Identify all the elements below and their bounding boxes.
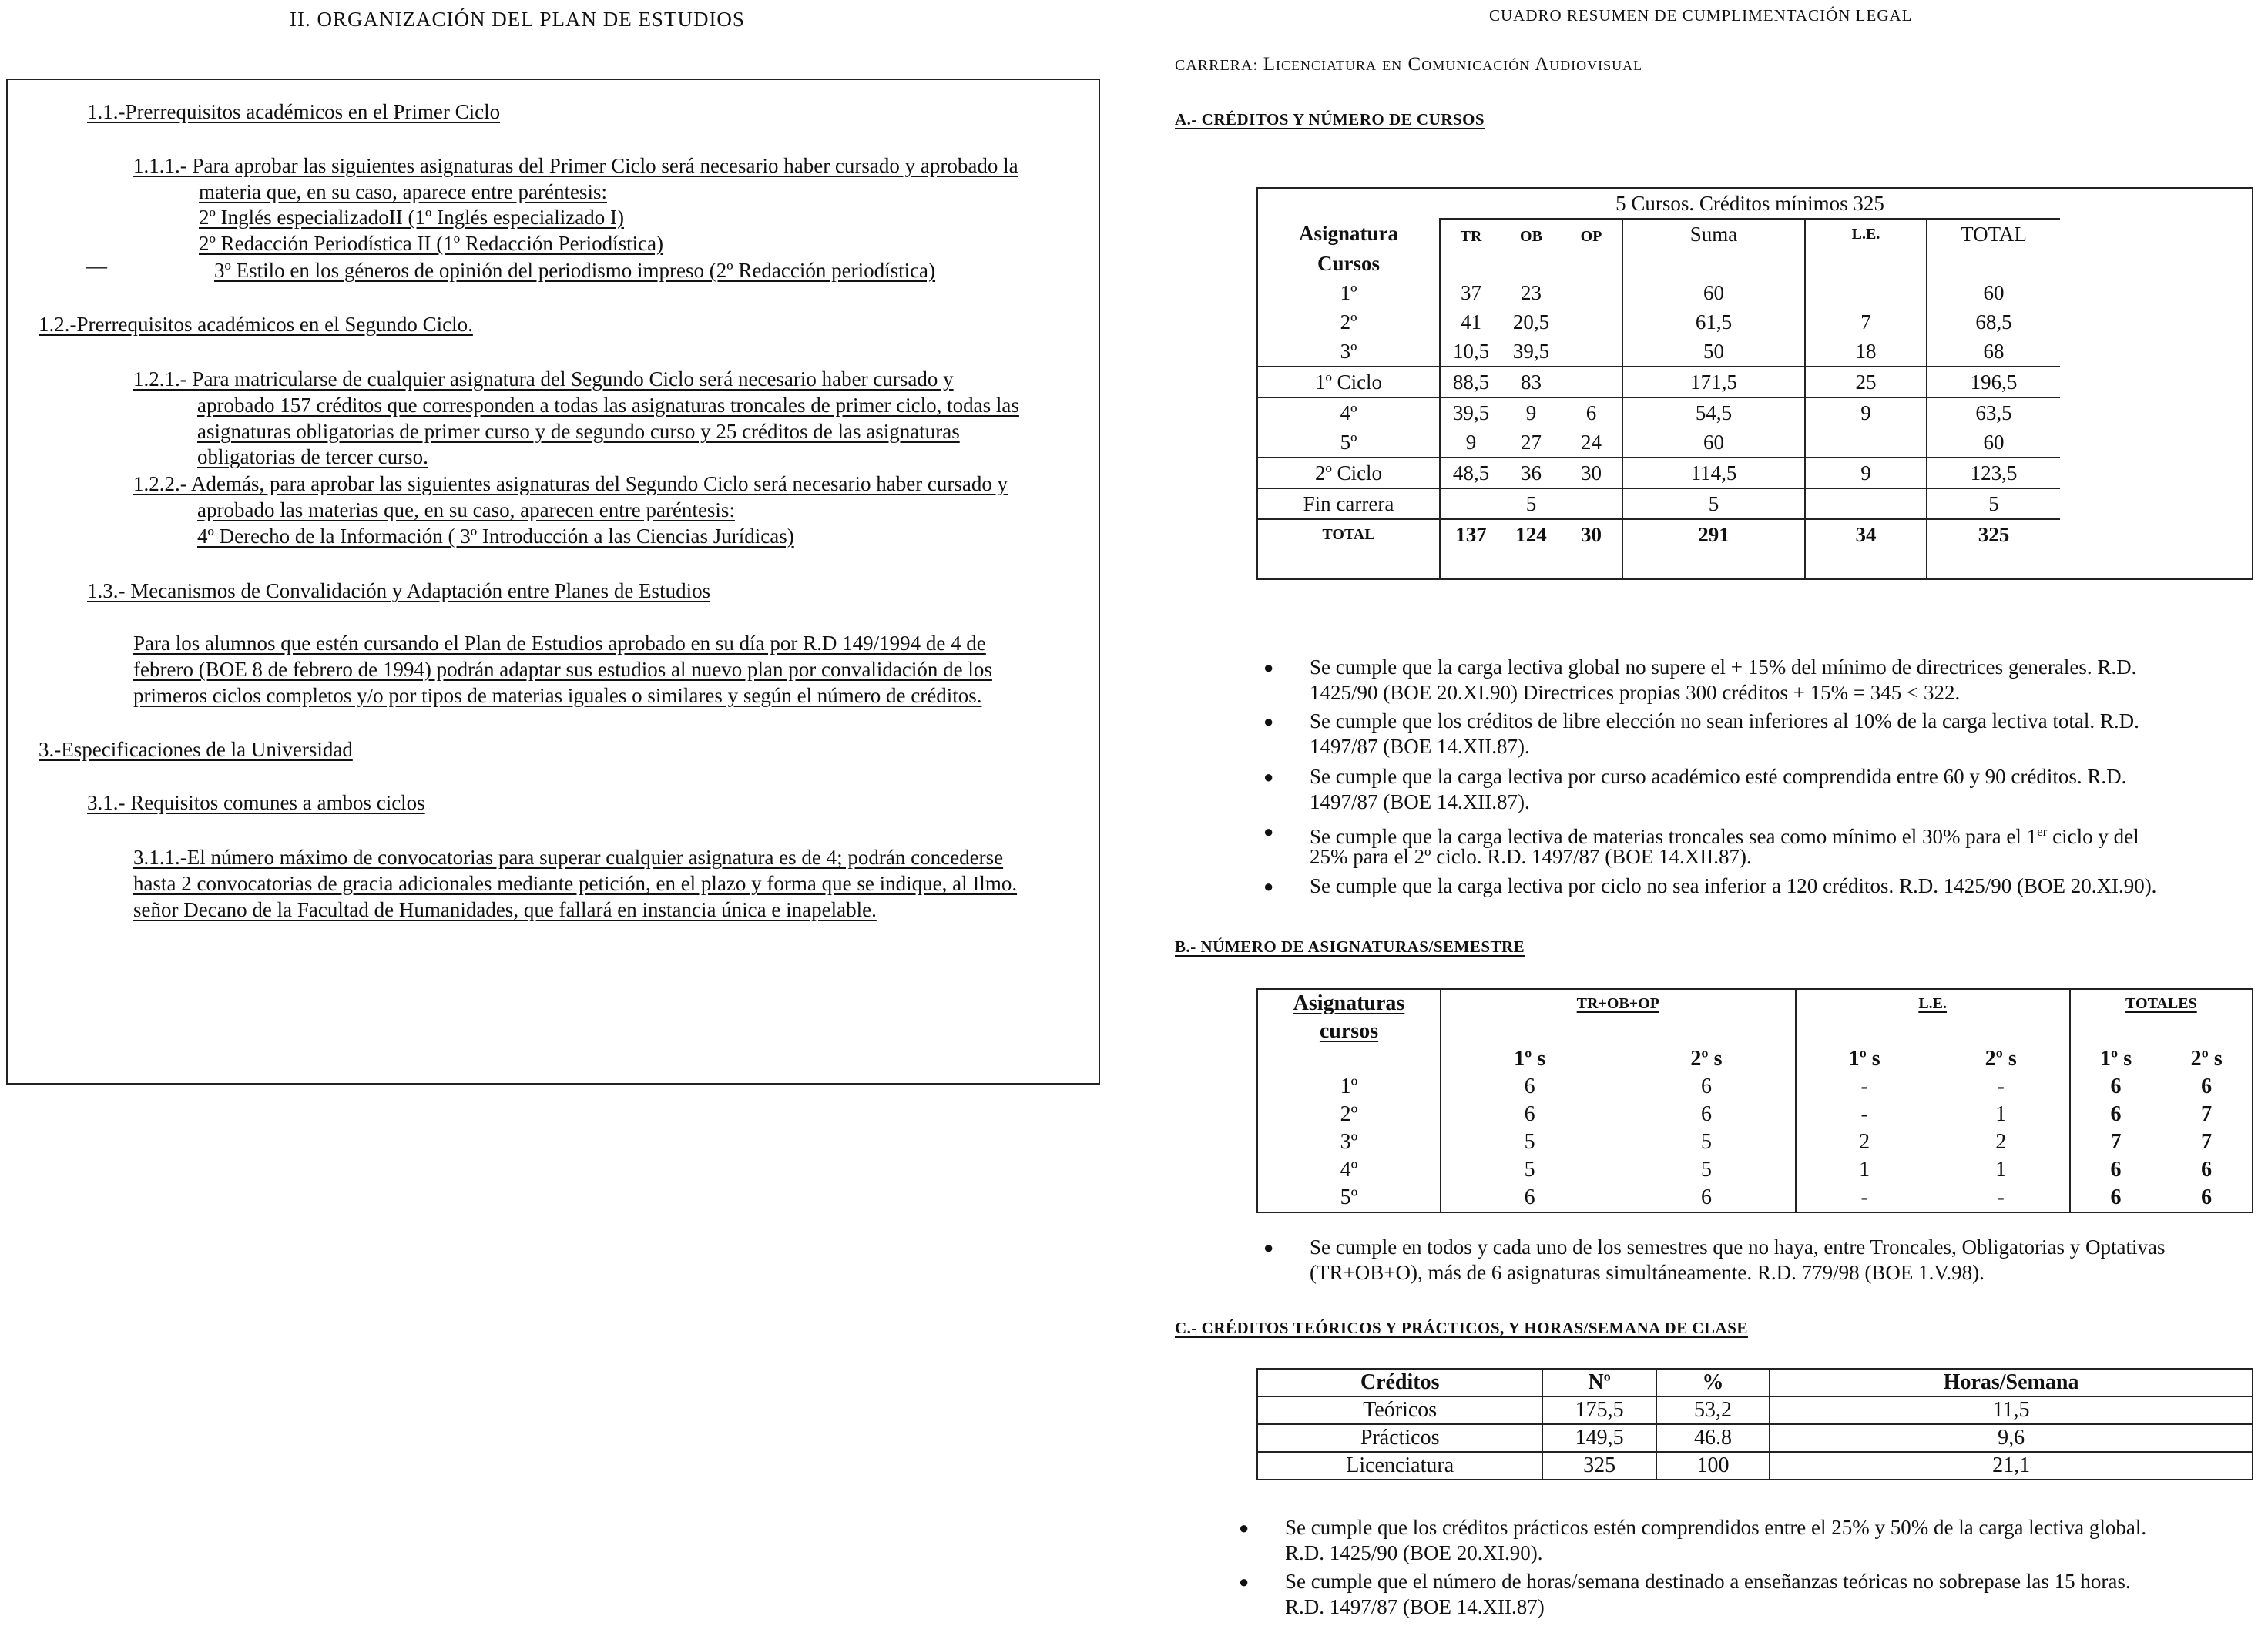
credits-row-label: 2º Ciclo <box>1257 458 1440 488</box>
credits-row-label: 4º <box>1257 397 1440 427</box>
credits-ob: 83 <box>1521 370 1542 394</box>
note-a1-text: Se cumple que la carga lectiva global no supere el + 15% del mínimo de directrices generales. R.D. <box>1310 655 2137 679</box>
credits-tr: 10,5 <box>1452 339 1490 363</box>
bullet-icon: ● <box>1263 658 1274 677</box>
left-page-title: II. ORGANIZACIÓN DEL PLAN DE ESTUDIOS <box>290 8 745 31</box>
credits-suma: 60 <box>1622 278 1805 307</box>
note-a2b-text: 1497/87 (BOE 14.XII.87). <box>1310 735 1530 758</box>
theory-row <box>1257 1424 2253 1452</box>
credits-total: 68,5 <box>1927 307 2060 337</box>
tot-s2: 7 <box>2201 1130 2213 1154</box>
trobop-s1: 6 <box>1441 1184 1618 1212</box>
credits-suma: 60 <box>1622 427 1805 458</box>
credits-row-label: 1º Ciclo <box>1257 367 1440 397</box>
line-1-2-2-b: aprobado las materias que, en su caso, aparecen entre paréntesis: <box>197 498 735 521</box>
h-asignatura: Asignatura <box>1298 222 1398 245</box>
semester-curso: 3º <box>1340 1130 1358 1154</box>
credits-suma: 54,5 <box>1622 397 1805 427</box>
theory-n: 325 <box>1542 1452 1656 1480</box>
section-a-heading: A.- CRÉDITOS Y NÚMERO DE CURSOS <box>1175 110 1485 129</box>
credits-table <box>1256 187 2253 580</box>
credits-tr: 48,5 <box>1452 461 1490 484</box>
note-a2-text: Se cumple que los créditos de libre elección no sean inferiores al 10% de la carga lectiva total. R.D. <box>1310 709 2139 733</box>
le-s2: - <box>1997 1075 2005 1098</box>
note-a5 <box>1263 873 2157 899</box>
theory-horas: 9,6 <box>1770 1424 2253 1452</box>
credits-tr: 88,5 <box>1452 370 1490 394</box>
tot-s1: 7 <box>2070 1128 2162 1156</box>
credits-total: 60 <box>1927 278 2060 307</box>
credits-row-label: 2º <box>1340 310 1357 334</box>
credits-le <box>1805 427 1927 458</box>
credits-tr-ob-op <box>1440 519 1622 549</box>
semester-row <box>1257 1101 2253 1128</box>
semester-curso: 1º <box>1340 1075 1358 1098</box>
credits-total: 325 <box>1927 519 2060 549</box>
credits-total: 68 <box>1927 337 2060 367</box>
line-1-2-1-d: obligatorias de tercer curso. <box>197 445 428 468</box>
h-tr: TR <box>1460 227 1482 245</box>
carrera-value: Licenciatura en Comunicación Audiovisual <box>1263 54 1643 75</box>
section-1-1-heading: 1.1.-Prerrequisitos académicos en el Primer Ciclo <box>87 100 501 123</box>
credits-row <box>1257 519 2253 549</box>
tot-s1: 6 <box>2070 1101 2162 1128</box>
line-1-2-1-b: aprobado 157 créditos que corresponden a todas las asignaturas troncales de primer ciclo, todas las <box>197 394 1019 417</box>
credits-row <box>1257 337 2253 367</box>
line-3-1-1-a: 3.1.1.-El número máximo de convocatorias para superar cualquier asignatura es de 4; podrán concederse <box>133 846 1004 869</box>
note-c2 <box>1239 1569 2131 1594</box>
credits-tr: 37 <box>1461 280 1481 304</box>
credits-total: 196,5 <box>1927 367 2060 397</box>
h2-trobop: TR+OB+OP <box>1441 989 1796 1018</box>
credits-suma: 171,5 <box>1622 367 1805 397</box>
credits-row <box>1257 278 2253 307</box>
note-c2b-text: R.D. 1497/87 (BOE 14.XII.87) <box>1285 1595 1545 1618</box>
credits-tr: 9 <box>1465 430 1477 454</box>
credits-row-label: 3º <box>1340 339 1357 363</box>
trobop-s2: 6 <box>1700 1102 1712 1126</box>
theory-pct: 53,2 <box>1656 1396 1770 1424</box>
line-3-1-1-c: señor Decano de la Facultad de Humanidades, que fallará en instancia única e inapelable. <box>133 898 877 921</box>
line-1-1-1-d: 2º Redacción Periodística II (1º Redacción Periodística) <box>199 232 664 255</box>
credits-row-label: 1º <box>1340 280 1357 304</box>
line-1-1-1-c: 2º Inglés especializadoII (1º Inglés especializado I) <box>199 206 624 229</box>
h2-asignaturas: Asignaturas <box>1293 991 1405 1015</box>
note-c1b-text: R.D. 1425/90 (BOE 20.XI.90). <box>1285 1541 1543 1564</box>
le-s1: - <box>1796 1101 1933 1128</box>
tot-s2: 6 <box>2201 1185 2213 1209</box>
note-a4b-text: 25% para el 2º ciclo. R.D. 1497/87 (BOE 14.XII.87). <box>1310 845 1752 868</box>
line-1-3-b: febrero (BOE 8 de febrero de 1994) podrán adaptar sus estudios al nuevo plan por convalidación de los <box>133 658 992 681</box>
credits-ob: 36 <box>1521 461 1542 484</box>
theory-label: Prácticos <box>1257 1424 1542 1452</box>
line-1-1-1-a: 1.1.1.- Para aprobar las siguientes asignaturas del Primer Ciclo será necesario haber cursado y aprobado la <box>133 154 1018 177</box>
trobop-s1: 6 <box>1441 1101 1618 1128</box>
theory-label: Teóricos <box>1257 1396 1542 1424</box>
credits-row <box>1257 397 2253 427</box>
tot-s2: 6 <box>2201 1158 2213 1182</box>
note-a4-sup: er <box>2037 824 2048 839</box>
credits-tr-ob-op <box>1440 278 1622 307</box>
line-1-1-1-b: materia que, en su caso, aparece entre paréntesis: <box>199 180 607 203</box>
dash-mark: — <box>86 254 107 277</box>
note-c2b <box>1285 1594 1545 1620</box>
trobop-s2: 6 <box>1700 1075 1712 1098</box>
h3-creditos: Créditos <box>1257 1369 1542 1396</box>
note-a3-text: Se cumple que la carga lectiva por curso académico esté comprendida entre 60 y 90 créditos. R.D. <box>1310 765 2127 788</box>
h2-s2-le: 2º s <box>1984 1047 2017 1071</box>
note-c1b <box>1285 1541 1542 1566</box>
credits-tr-ob-op <box>1440 307 1622 337</box>
le-s2: 2 <box>1995 1130 2007 1154</box>
section-3-heading: 3.-Especificaciones de la Universidad <box>39 738 353 761</box>
credits-total: 60 <box>1927 427 2060 458</box>
le-s1: 2 <box>1796 1128 1933 1156</box>
h-total: TOTAL <box>1927 219 2060 249</box>
credits-total: 5 <box>1927 488 2060 519</box>
h3-pct: % <box>1656 1369 1770 1396</box>
line-1-2-1-a: 1.2.1.- Para matricularse de cualquier asignatura del Segundo Ciclo será necesario haber cursado y <box>133 367 954 391</box>
left-page <box>0 0 1109 1626</box>
bullet-icon: ● <box>1263 712 1274 731</box>
trobop-s2: 5 <box>1700 1130 1712 1154</box>
note-b1-text: Se cumple en todos y cada uno de los semestres que no haya, entre Troncales, Obligatorias y Optativas <box>1310 1235 2166 1259</box>
carrera-line <box>1175 54 1642 75</box>
credits-tr-ob-op <box>1440 488 1622 519</box>
credits-row <box>1257 488 2253 519</box>
tot-s1: 6 <box>2070 1073 2162 1101</box>
line-1-2-2-a: 1.2.2.- Además, para aprobar las siguientes asignaturas del Segundo Ciclo será necesario haber cursado y <box>133 472 1008 495</box>
tot-s1: 6 <box>2070 1184 2162 1212</box>
semester-curso: 4º <box>1340 1158 1358 1182</box>
credits-tr-ob-op <box>1440 367 1622 397</box>
le-s2: 1 <box>1995 1102 2007 1126</box>
le-s2: - <box>1997 1185 2005 1209</box>
semester-curso: 5º <box>1340 1185 1358 1209</box>
credits-op: 30 <box>1581 522 1602 546</box>
trobop-s1: 5 <box>1441 1128 1618 1156</box>
theory-row <box>1257 1452 2253 1480</box>
credits-ob: 27 <box>1521 430 1542 454</box>
credits-suma: 61,5 <box>1622 307 1805 337</box>
h-cursos: Cursos <box>1317 251 1380 275</box>
credits-row <box>1257 427 2253 458</box>
note-a3 <box>1263 764 2127 790</box>
h2-s2-tot: 2º s <box>2190 1047 2223 1071</box>
note-a4b <box>1310 844 1752 870</box>
credits-row-label: Fin carrera <box>1257 488 1440 519</box>
h2-s1-tot: 1º s <box>2070 1045 2162 1073</box>
theory-horas: 11,5 <box>1770 1396 2253 1424</box>
credits-ob: 5 <box>1525 491 1537 515</box>
semester-curso: 2º <box>1340 1102 1358 1126</box>
h2-s1-le: 1º s <box>1796 1045 1933 1073</box>
credits-tr: 137 <box>1455 522 1487 546</box>
h-op: OP <box>1580 227 1602 245</box>
h3-horas: Horas/Semana <box>1770 1369 2253 1396</box>
carrera-label: CARRERA: <box>1175 57 1259 74</box>
theory-n: 175,5 <box>1542 1396 1656 1424</box>
h-ob: OB <box>1520 227 1542 245</box>
tot-s2: 6 <box>2201 1075 2213 1098</box>
bullet-icon: ● <box>1263 767 1274 786</box>
credits-tr-ob-op <box>1440 397 1622 427</box>
credits-total: 63,5 <box>1927 397 2060 427</box>
credits-le: 7 <box>1805 307 1927 337</box>
theory-practice-table <box>1256 1368 2253 1480</box>
note-b1b-text: (TR+OB+O), más de 6 asignaturas simultáneamente. R.D. 779/98 (BOE 1.V.98). <box>1310 1261 1984 1284</box>
h2-s1-trobop: 1º s <box>1441 1045 1618 1073</box>
h2-totales: TOTALES <box>2070 989 2253 1018</box>
h3-n: Nº <box>1542 1369 1656 1396</box>
bullet-icon: ● <box>1239 1518 1250 1537</box>
h-le: L.E. <box>1805 219 1927 249</box>
line-1-2-2-c: 4º Derecho de la Información ( 3º Introducción a las Ciencias Jurídicas) <box>197 525 794 548</box>
h2-s2-trobop: 2º s <box>1690 1047 1723 1071</box>
h2-cursos: cursos <box>1319 1019 1379 1043</box>
note-a1b-text: 1425/90 (BOE 20.XI.90) Directrices propias 300 créditos + 15% = 345 < 322. <box>1310 681 1961 704</box>
le-s1: - <box>1796 1184 1933 1212</box>
trobop-s2: 6 <box>1700 1185 1712 1209</box>
theory-horas: 21,1 <box>1770 1452 2253 1480</box>
credits-row-label: TOTAL <box>1257 519 1440 549</box>
note-a1 <box>1263 655 2137 680</box>
credits-table-caption: 5 Cursos. Créditos mínimos 325 <box>1440 188 2060 219</box>
note-a4-tail: ciclo y del <box>2047 825 2139 848</box>
credits-le <box>1805 488 1927 519</box>
h2-le: L.E. <box>1796 989 2070 1018</box>
credits-tr-ob-op <box>1440 458 1622 488</box>
note-b1 <box>1263 1235 2166 1260</box>
le-s1: 1 <box>1796 1156 1933 1184</box>
note-c2-text: Se cumple que el número de horas/semana destinado a enseñanzas teóricas no sobrepase las 15 horas. <box>1285 1570 2131 1593</box>
semester-row <box>1257 1184 2253 1212</box>
credits-le <box>1805 278 1927 307</box>
section-b-heading: B.- NÚMERO DE ASIGNATURAS/SEMESTRE <box>1175 937 1525 956</box>
h-suma: Suma <box>1622 219 1805 249</box>
trobop-s1: 6 <box>1441 1073 1618 1101</box>
credits-ob: 9 <box>1525 401 1537 424</box>
note-a3b-text: 1497/87 (BOE 14.XII.87). <box>1310 790 1530 813</box>
credits-row <box>1257 458 2253 488</box>
credits-tr: 41 <box>1461 310 1481 334</box>
credits-suma: 5 <box>1622 488 1805 519</box>
note-a3b <box>1310 790 1530 815</box>
theory-label: Licenciatura <box>1257 1452 1542 1480</box>
credits-total: 123,5 <box>1927 458 2060 488</box>
bullet-icon: ● <box>1263 822 1274 841</box>
line-3-1-1-b: hasta 2 convocatorias de gracia adicionales mediante petición, en el plazo y forma que se indique, al Ilmo. <box>133 872 1018 895</box>
line-1-2-1-c: asignaturas obligatorias de primer curso y de segundo curso y 25 créditos de las asignaturas <box>197 420 960 443</box>
credits-ob: 39,5 <box>1512 339 1550 363</box>
note-c1-text: Se cumple que los créditos prácticos estén comprendidos entre el 25% y 50% de la carga lectiva global. <box>1285 1516 2147 1539</box>
right-page <box>1171 0 2268 1626</box>
summary-title: CUADRO RESUMEN DE CUMPLIMENTACIÓN LEGAL <box>1489 6 1913 25</box>
credits-suma: 114,5 <box>1622 458 1805 488</box>
section-1-3-heading: 1.3.- Mecanismos de Convalidación y Adaptación entre Planes de Estudios <box>87 579 711 602</box>
theory-pct: 46.8 <box>1656 1424 1770 1452</box>
credits-row <box>1257 367 2253 397</box>
credits-suma: 50 <box>1622 337 1805 367</box>
le-s1: - <box>1796 1073 1933 1101</box>
credits-le: 9 <box>1805 458 1927 488</box>
credits-row <box>1257 307 2253 337</box>
semester-row <box>1257 1128 2253 1156</box>
credits-op: 24 <box>1581 430 1602 454</box>
note-a5-text: Se cumple que la carga lectiva por ciclo no sea inferior a 120 créditos. R.D. 1425/90 (BOE 20.XI.90). <box>1310 874 2157 897</box>
bullet-icon: ● <box>1263 877 1274 896</box>
theory-row <box>1257 1396 2253 1424</box>
line-1-3-a: Para los alumnos que estén cursando el Plan de Estudios aprobado en su día por R.D 149/1994 de 4 de <box>133 632 986 655</box>
credits-row-label: 5º <box>1340 430 1357 454</box>
subjects-semester-table <box>1256 988 2253 1213</box>
line-1-1-1-e: 3º Estilo en los géneros de opinión del periodismo impreso (2º Redacción periodística) <box>214 259 936 282</box>
credits-op: 30 <box>1581 461 1602 484</box>
credits-le: 18 <box>1805 337 1927 367</box>
note-a1b <box>1310 680 1960 706</box>
credits-op: 6 <box>1585 401 1597 424</box>
line-1-3-c: primeros ciclos completos y/o por tipos de materias iguales o similares y según el número de créditos. <box>133 684 982 707</box>
semester-row <box>1257 1073 2253 1101</box>
note-c1 <box>1239 1515 2147 1541</box>
theory-n: 149,5 <box>1542 1424 1656 1452</box>
note-b1b <box>1310 1260 1984 1286</box>
tot-s2: 7 <box>2201 1102 2213 1126</box>
bullet-icon: ● <box>1239 1572 1250 1591</box>
theory-pct: 100 <box>1656 1452 1770 1480</box>
section-c-heading: C.- CRÉDITOS TEÓRICOS Y PRÁCTICOS, Y HORAS/SEMANA DE CLASE <box>1175 1319 1748 1337</box>
credits-le: 34 <box>1805 519 1927 549</box>
tot-s1: 6 <box>2070 1156 2162 1184</box>
note-a2 <box>1263 709 2139 734</box>
trobop-s1: 5 <box>1441 1156 1618 1184</box>
bullet-icon: ● <box>1263 1238 1274 1257</box>
credits-le: 9 <box>1805 397 1927 427</box>
credits-le: 25 <box>1805 367 1927 397</box>
credits-ob: 23 <box>1521 280 1542 304</box>
credits-ob: 20,5 <box>1512 310 1550 334</box>
section-3-1-heading: 3.1.- Requisitos comunes a ambos ciclos <box>87 791 425 814</box>
credits-suma: 291 <box>1622 519 1805 549</box>
semester-row <box>1257 1156 2253 1184</box>
trobop-s2: 5 <box>1700 1158 1712 1182</box>
note-a4-text: Se cumple que la carga lectiva de materias troncales sea como mínimo el 30% para el 1 <box>1310 825 2038 848</box>
credits-tr-ob-op <box>1440 427 1622 458</box>
credits-tr: 39,5 <box>1452 401 1490 424</box>
credits-ob: 124 <box>1515 522 1547 546</box>
credits-tr-ob-op <box>1440 337 1622 367</box>
le-s2: 1 <box>1995 1158 2007 1182</box>
note-a2b <box>1310 734 1530 759</box>
section-1-2-heading: 1.2.-Prerrequisitos académicos en el Segundo Ciclo. <box>39 313 473 336</box>
